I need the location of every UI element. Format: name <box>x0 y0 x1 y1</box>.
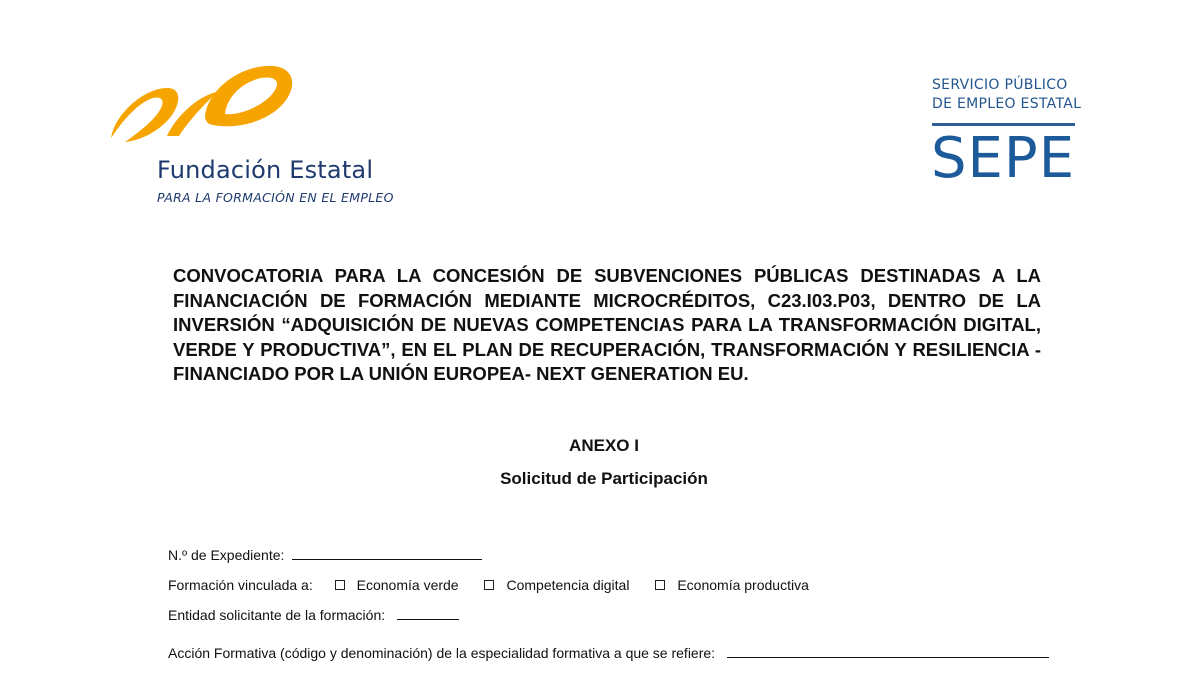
option-label-competencia-digital: Competencia digital <box>506 577 630 593</box>
document-title: CONVOCATORIA PARA LA CONCESIÓN DE SUBVENCIONES PÚBLICAS DESTINADAS A LA FINANCIACIÓN DE FORMACIÓN MEDIANTE MICROCRÉDITOS, C23.I03.P03, DENTRO DE LA INVERSIÓN “ADQUISICIÓN DE NUEVAS COMPETENCIAS PARA LA TRANSFORMACIÓN DIGITAL, VERDE Y PRODUCTIVA”, EN EL PLAN DE RECUPERACIÓN, TRANSFORMACIÓN Y RESILIENCIA -FINANCIADO POR LA UNIÓN EUROPEA- NEXT GENERATION EU. <box>173 265 1041 384</box>
fundae-name: Fundación Estatal <box>157 156 374 184</box>
option-economia-verde[interactable] <box>317 577 459 593</box>
accion-label: Acción Formativa (código y denominación) de la especialidad formativa a que se refiere: <box>168 645 716 661</box>
entidad-row <box>168 607 459 623</box>
sepe-line-2: DE EMPLEO ESTATAL <box>932 96 1082 112</box>
entidad-field[interactable] <box>397 607 459 620</box>
annex-heading: ANEXO I <box>569 436 639 455</box>
sepe-logo <box>931 76 1081 191</box>
formacion-label: Formación vinculada a: <box>168 577 313 593</box>
expediente-field[interactable] <box>292 547 482 560</box>
sepe-acronym: SEPE <box>931 126 1076 191</box>
fundae-logo-mark-icon <box>105 58 295 148</box>
checkbox-economia-productiva[interactable] <box>655 580 665 590</box>
expediente-row <box>168 547 482 563</box>
option-label-economia-verde: Economía verde <box>356 577 459 593</box>
sepe-line-1: SERVICIO PÚBLICO <box>932 77 1068 93</box>
option-label-economia-productiva: Economía productiva <box>677 577 809 593</box>
fundae-subtitle: PARA LA FORMACIÓN EN EL EMPLEO <box>157 190 394 205</box>
formacion-row <box>168 577 809 593</box>
annex-subtitle: Solicitud de Participación <box>500 469 708 488</box>
fundae-logo <box>105 58 405 208</box>
checkbox-competencia-digital[interactable] <box>484 580 494 590</box>
expediente-label: N.º de Expediente: <box>168 547 285 563</box>
accion-field[interactable] <box>727 645 1049 658</box>
checkbox-economia-verde[interactable] <box>335 580 345 590</box>
option-economia-productiva[interactable] <box>655 577 809 593</box>
accion-row <box>168 645 1049 661</box>
option-competencia-digital[interactable] <box>484 577 629 593</box>
entidad-label: Entidad solicitante de la formación: <box>168 607 386 623</box>
